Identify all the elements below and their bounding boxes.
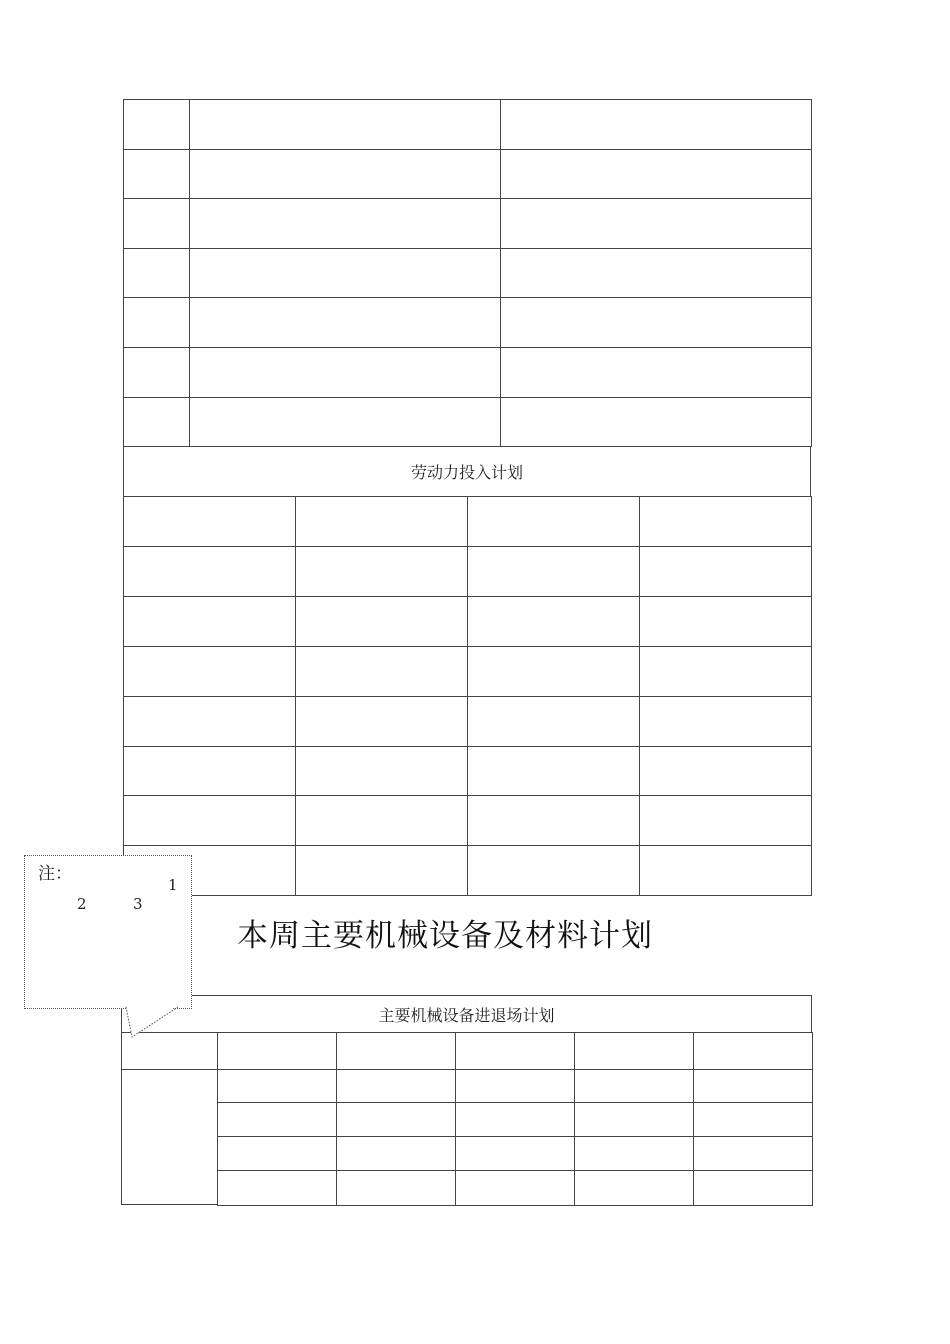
table-cell bbox=[217, 1102, 337, 1137]
table-cell bbox=[123, 696, 296, 747]
table-cell bbox=[217, 1032, 337, 1070]
machinery-plan-title: 主要机械设备进退场计划 bbox=[378, 1005, 555, 1025]
note-label: 注： bbox=[38, 864, 72, 884]
table-cell bbox=[123, 149, 190, 199]
table-cell bbox=[455, 1170, 575, 1206]
table-cell bbox=[574, 1136, 694, 1171]
table-cell bbox=[693, 1102, 813, 1137]
table-cell bbox=[123, 646, 296, 697]
table-cell bbox=[189, 397, 501, 447]
table-cell bbox=[455, 1102, 575, 1137]
table-cell bbox=[467, 696, 640, 747]
table-cell bbox=[467, 546, 640, 597]
table-cell bbox=[467, 646, 640, 697]
table-cell bbox=[123, 496, 296, 547]
table-cell bbox=[295, 596, 468, 647]
table-cell bbox=[574, 1102, 694, 1137]
note-number-3: 3 bbox=[133, 895, 143, 913]
table-cell bbox=[500, 99, 812, 150]
table-cell bbox=[121, 1069, 218, 1205]
table-cell bbox=[639, 845, 812, 896]
table-cell bbox=[295, 795, 468, 846]
table-cell bbox=[336, 1136, 456, 1171]
table-cell bbox=[467, 746, 640, 796]
table-cell bbox=[295, 746, 468, 796]
table-cell bbox=[500, 198, 812, 249]
table-cell bbox=[336, 1102, 456, 1137]
table-cell bbox=[693, 1032, 813, 1070]
note-number-1: 1 bbox=[168, 876, 178, 894]
table-cell bbox=[467, 845, 640, 896]
table-cell bbox=[500, 149, 812, 199]
table-cell bbox=[500, 248, 812, 298]
table-cell bbox=[295, 546, 468, 597]
labor-plan-header bbox=[123, 446, 811, 497]
table-cell bbox=[189, 248, 501, 298]
table-cell bbox=[693, 1170, 813, 1206]
table-cell bbox=[693, 1136, 813, 1171]
labor-plan-title: 劳动力投入计划 bbox=[410, 463, 523, 482]
table-cell bbox=[295, 496, 468, 547]
table-cell bbox=[295, 646, 468, 697]
table-cell bbox=[336, 1170, 456, 1206]
table-cell bbox=[639, 795, 812, 846]
table-cell bbox=[123, 99, 190, 150]
table-cell bbox=[189, 198, 501, 249]
table-cell bbox=[189, 149, 501, 199]
table-cell bbox=[295, 845, 468, 896]
table-cell bbox=[639, 496, 812, 547]
table-cell bbox=[500, 397, 812, 447]
table-cell bbox=[217, 1069, 337, 1103]
table-cell bbox=[123, 795, 296, 846]
note-number-2: 2 bbox=[77, 895, 87, 913]
table-cell bbox=[639, 696, 812, 747]
table-cell bbox=[500, 297, 812, 348]
table-cell bbox=[217, 1170, 337, 1206]
table-cell bbox=[455, 1069, 575, 1103]
table-cell bbox=[455, 1032, 575, 1070]
table-cell bbox=[189, 99, 501, 150]
table-cell bbox=[295, 696, 468, 747]
note-callout bbox=[24, 855, 192, 1009]
table-cell bbox=[336, 1069, 456, 1103]
table-cell bbox=[467, 596, 640, 647]
table-cell bbox=[123, 546, 296, 597]
table-cell bbox=[123, 347, 190, 398]
table-cell bbox=[639, 746, 812, 796]
table-cell bbox=[123, 596, 296, 647]
table-cell bbox=[189, 347, 501, 398]
table-cell bbox=[500, 347, 812, 398]
table-cell bbox=[189, 297, 501, 348]
table-cell bbox=[467, 496, 640, 547]
page-title: 本周主要机械设备及材料计划 bbox=[237, 918, 653, 954]
table-cell bbox=[455, 1136, 575, 1171]
table-cell bbox=[639, 646, 812, 697]
machinery-plan-header bbox=[121, 995, 812, 1033]
table-cell bbox=[574, 1032, 694, 1070]
table-cell bbox=[639, 546, 812, 597]
table-cell bbox=[123, 297, 190, 348]
table-cell bbox=[336, 1032, 456, 1070]
table-cell bbox=[217, 1136, 337, 1171]
table-cell bbox=[467, 795, 640, 846]
callout-pointer bbox=[120, 1005, 200, 1041]
table-cell bbox=[574, 1170, 694, 1206]
table-cell bbox=[123, 248, 190, 298]
table-cell bbox=[693, 1069, 813, 1103]
table-cell bbox=[123, 198, 190, 249]
table-cell bbox=[123, 397, 190, 447]
table-cell bbox=[123, 746, 296, 796]
table-cell bbox=[639, 596, 812, 647]
table-cell bbox=[574, 1069, 694, 1103]
